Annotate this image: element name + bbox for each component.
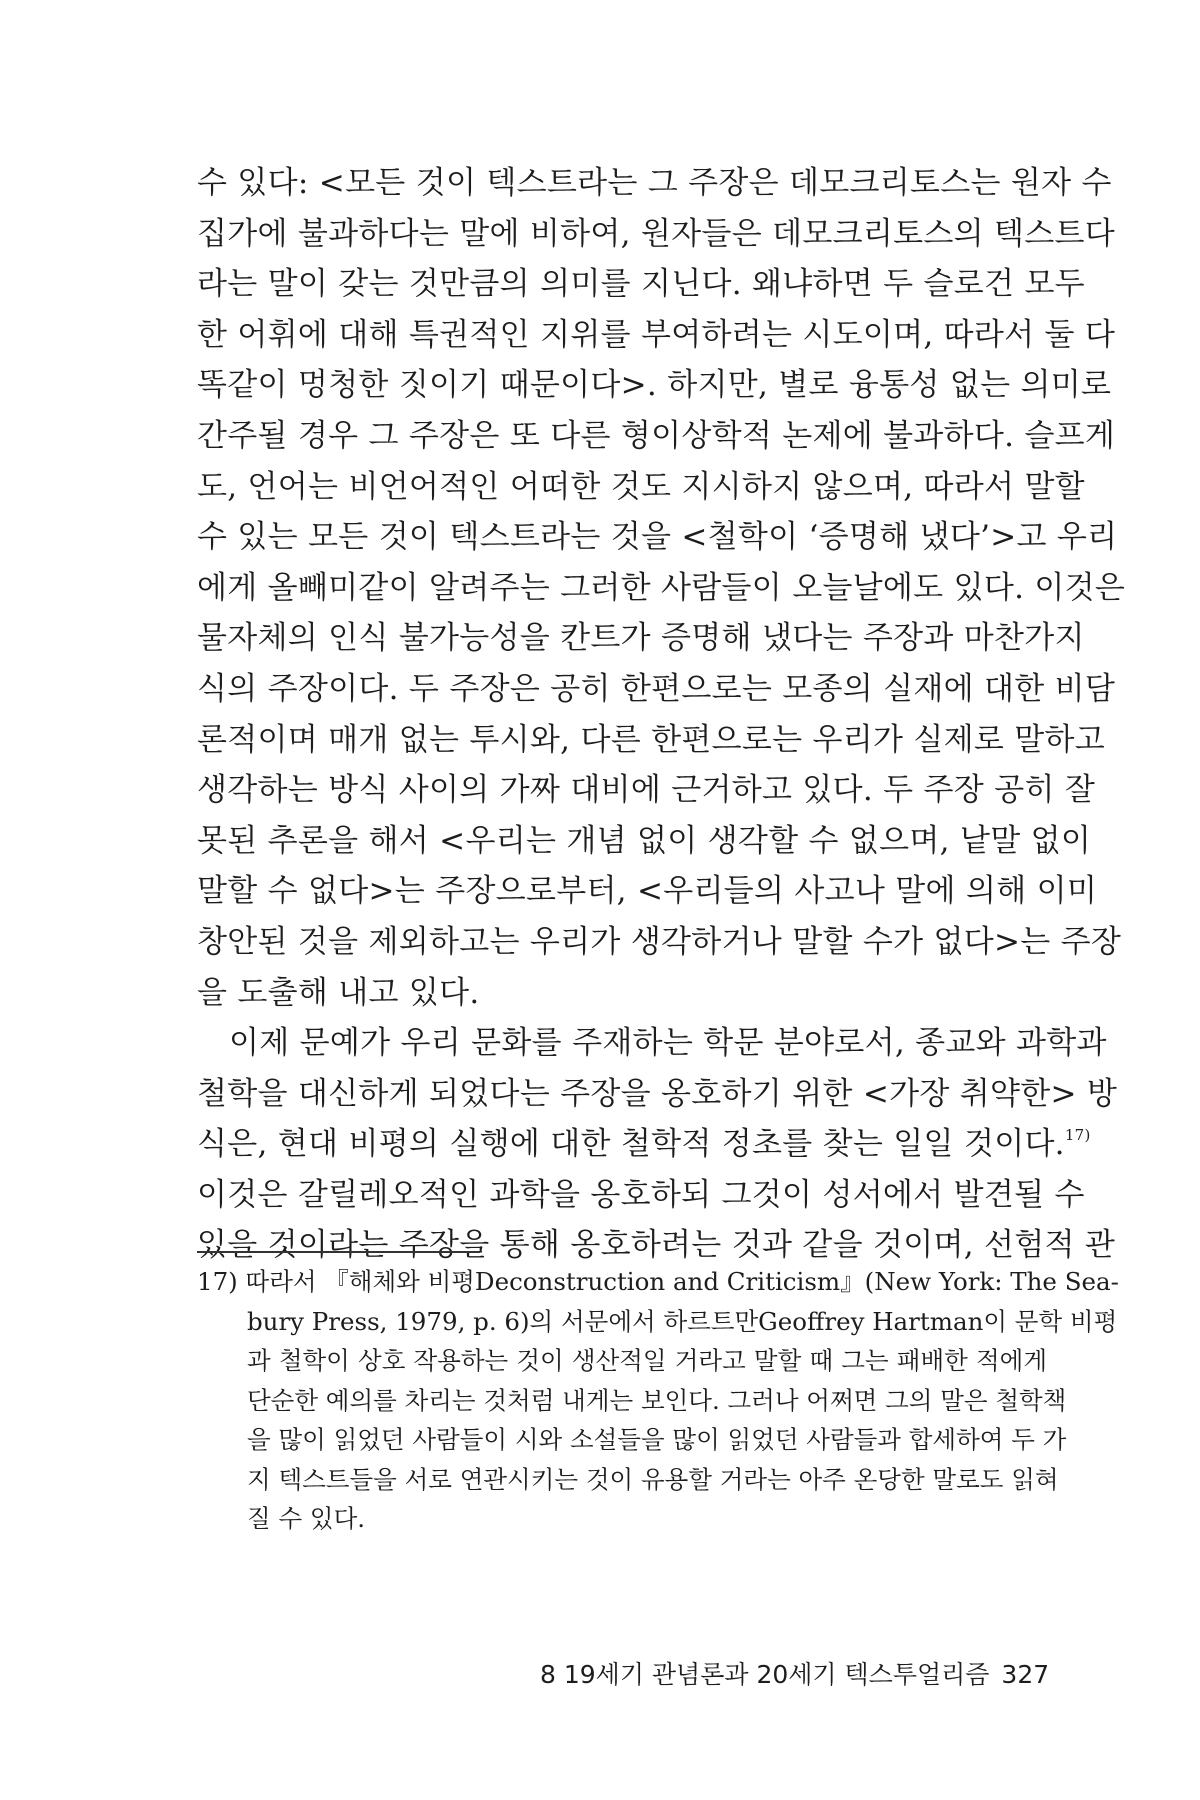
text-line: 식의 주장이다. 두 주장은 공히 한편으로는 모종의 실재에 대한 비담	[197, 670, 1116, 707]
chapter-title: 8 19세기 관념론과 20세기 텍스투얼리즘	[540, 1660, 990, 1689]
text-line: 집가에 불과하다는 말에 비하여, 원자들은 데모크리토스의 텍스트다	[197, 215, 1115, 252]
running-footer	[540, 1658, 1050, 1692]
text-segment: 식은, 현대 비평의 실행에 대한 철학적 정초를 찾는 일일 것이다.	[197, 1126, 1065, 1163]
text-line: 수 있다: <모든 것이 텍스트라는 그 주장은 데모크리토스는 원자 수	[197, 165, 1112, 201]
footnote-line: 질 수 있다.	[247, 1504, 366, 1533]
text-line: 한 어휘에 대해 특권적인 지위를 부여하려는 시도이며, 따라서 둘 다	[197, 316, 1116, 353]
footnote-reference: 17)	[1064, 1126, 1091, 1145]
text-line: 론적이며 매개 없는 투시와, 다른 한편으로는 우리가 실제로 말하고	[197, 721, 1106, 758]
footnote-line: 을 많이 읽었던 사람들이 시와 소설들을 많이 읽었던 사람들과 합세하여 두 가	[247, 1425, 1067, 1454]
text-line: 창안된 것을 제외하고는 우리가 생각하거나 말할 수가 없다>는 주장	[197, 923, 1122, 960]
text-line: 말할 수 없다>는 주장으로부터, <우리들의 사고나 말에 의해 이미	[197, 873, 1098, 910]
text-line: 물자체의 인식 불가능성을 칸트가 증명해 냈다는 주장과 마찬가지	[197, 620, 1085, 657]
page-number: 327	[1001, 1660, 1050, 1689]
text-line: 이것은 갈릴레오적인 과학을 옹호하되 그것이 성서에서 발견될 수	[197, 1176, 1085, 1213]
text-line: 철학을 대신하게 되었다는 주장을 옹호하기 위한 <가장 취약한> 방	[197, 1075, 1118, 1112]
text-line: 간주될 경우 그 주장은 또 다른 형이상학적 논제에 불과하다. 슬프게	[197, 417, 1116, 454]
text-line: 수 있는 모든 것이 텍스트라는 것을 <철학이 ‘증명해 냈다’>고 우리	[197, 519, 1118, 556]
footnote-line: 단순한 예의를 차리는 것처럼 내게는 보인다. 그러나 어쩌면 그의 말은 철학책	[247, 1385, 1067, 1415]
footnote-line: 과 철학이 상호 작용하는 것이 생산적일 거라고 말할 때 그는 패배한 적에게	[247, 1346, 1047, 1375]
footnote-line: 지 텍스트들을 서로 연관시키는 것이 유용할 거라는 아주 온당한 말로도 읽혀	[247, 1464, 1059, 1494]
main-text	[197, 158, 1126, 1271]
text-line: 에게 올빼미같이 알려주는 그러한 사람들이 오늘날에도 있다. 이것은	[197, 569, 1126, 606]
text-line: 생각하는 방식 사이의 가짜 대비에 근거하고 있다. 두 주장 공히 잘	[197, 772, 1096, 809]
text-line: 도, 언어는 비언어적인 어떠한 것도 지시하지 않으며, 따라서 말할	[197, 468, 1085, 505]
text-line: 똑같이 멍청한 짓이기 때문이다>. 하지만, 별로 융통성 없는 의미로	[197, 367, 1112, 404]
footnote-block	[197, 1262, 1119, 1539]
paragraph-start-line: 이제 문예가 우리 문화를 주재하는 학문 분야로서, 종교와 과학과	[229, 1025, 1107, 1062]
text-line: 못된 추론을 해서 <우리는 개념 없이 생각할 수 없으며, 낱말 없이	[197, 822, 1092, 859]
text-line-with-footnote-ref	[197, 1119, 1091, 1170]
text-line: 을 도출해 내고 있다.	[197, 974, 480, 1011]
footnote-line: 17) 따라서 『해체와 비평Deconstruction and Criticism』(New York: The Sea-	[197, 1267, 1119, 1296]
text-line: 라는 말이 갖는 것만큼의 의미를 지닌다. 왜냐하면 두 슬로건 모두	[197, 266, 1085, 303]
footnote-line: bury Press, 1979, p. 6)의 서문에서 하르트만Geoffrey Hartman이 문학 비평	[247, 1306, 1118, 1336]
text-line: 있을 것이라는 주장을 통해 옹호하려는 것과 같을 것이며, 선험적 관	[197, 1227, 1116, 1264]
footnote-divider	[197, 1251, 480, 1253]
